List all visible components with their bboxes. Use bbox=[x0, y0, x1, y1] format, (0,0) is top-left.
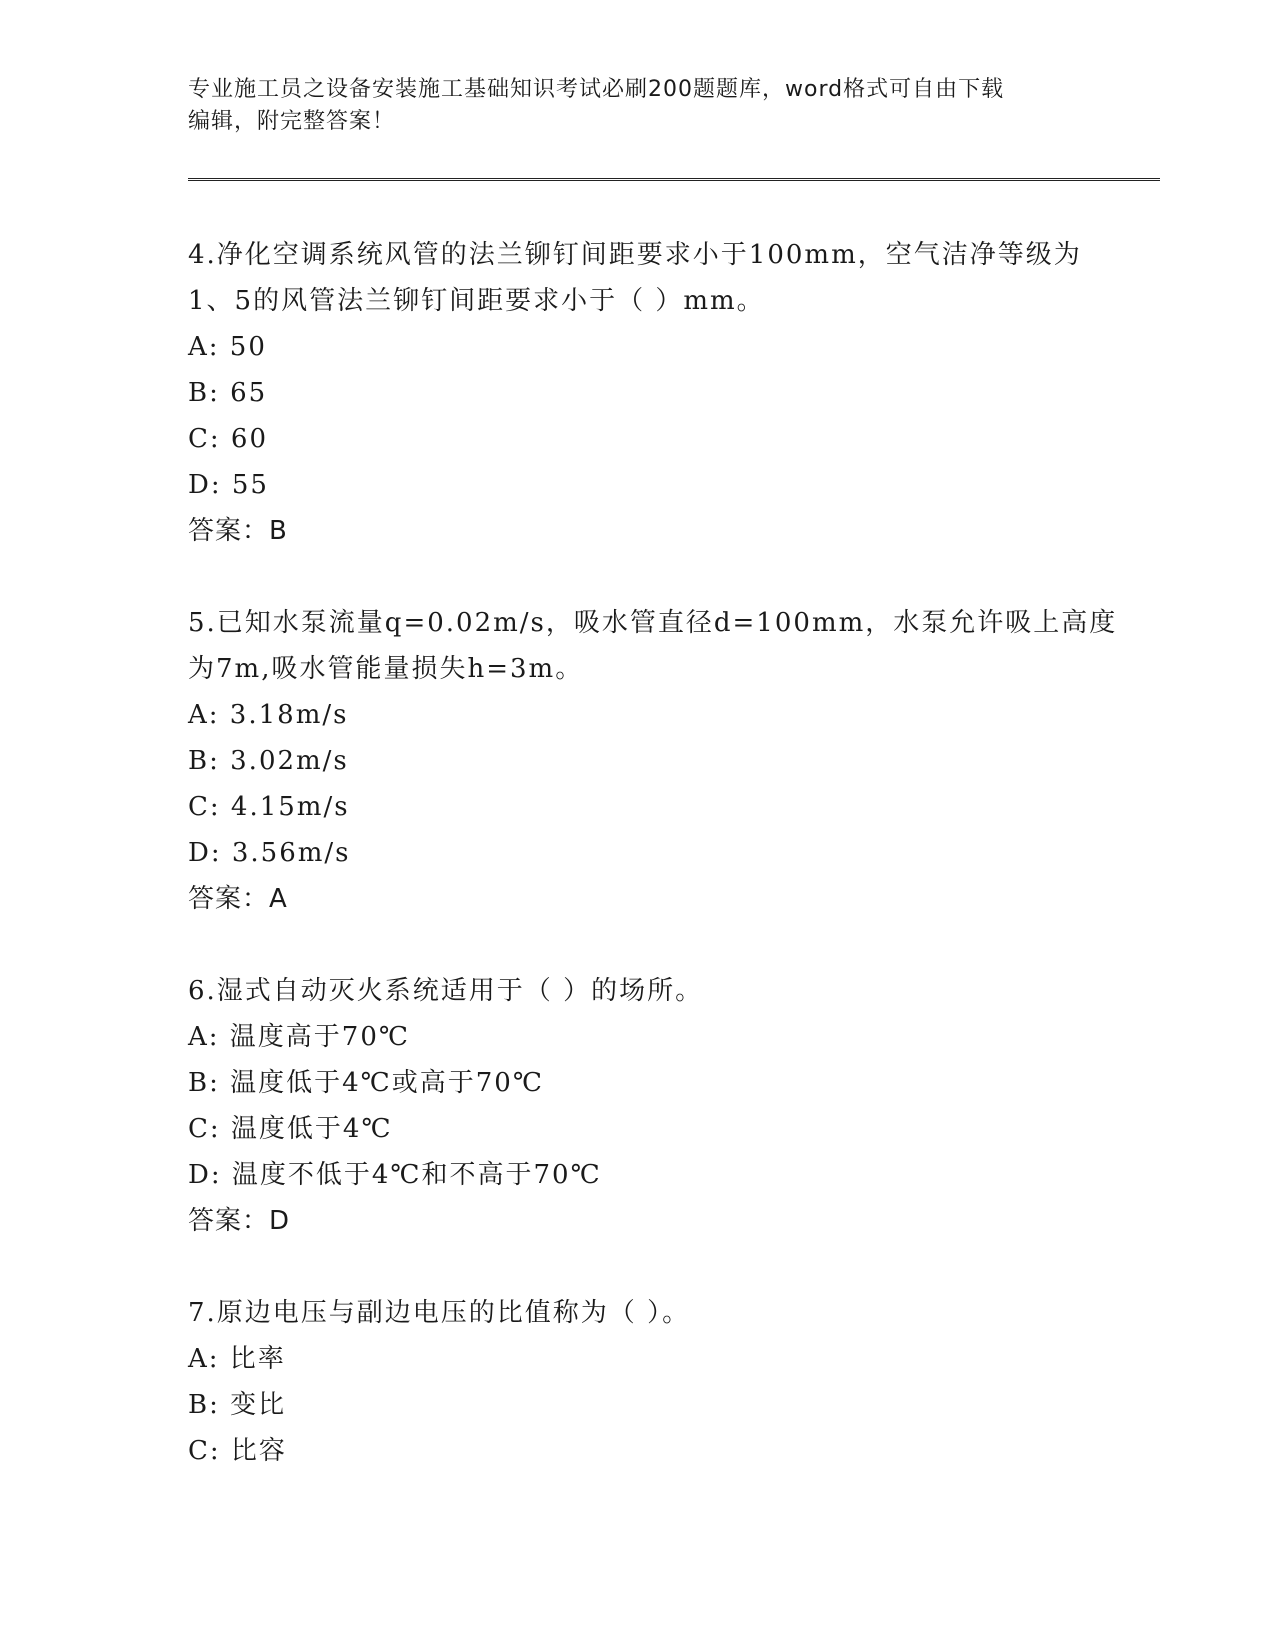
option-b: B: 温度低于4℃或高于70℃ bbox=[188, 1068, 544, 1098]
option-a: A: 温度高于70℃ bbox=[188, 1022, 410, 1052]
answer-label: 答案：A bbox=[188, 884, 288, 914]
option-d: D: 3.56m/s bbox=[188, 838, 351, 868]
question-4 bbox=[188, 232, 1088, 554]
question-stem-line: 5.已知水泵流量q=0.02m/s，吸水管直径d=100mm，水泵允许吸上高度 bbox=[188, 608, 1118, 638]
option-c: C: 温度低于4℃ bbox=[188, 1114, 393, 1144]
option-c: C: 比容 bbox=[188, 1436, 287, 1466]
header-divider bbox=[188, 178, 1160, 181]
document-header bbox=[188, 74, 1088, 138]
question-5 bbox=[188, 600, 1118, 922]
question-stem-line: 4.净化空调系统风管的法兰铆钉间距要求小于100mm，空气洁净等级为 bbox=[188, 240, 1082, 270]
option-c: C: 4.15m/s bbox=[188, 792, 350, 822]
option-d: D: 温度不低于4℃和不高于70℃ bbox=[188, 1160, 602, 1190]
question-6 bbox=[188, 968, 1088, 1244]
question-7 bbox=[188, 1290, 1088, 1474]
question-stem-line: 1、5的风管法兰铆钉间距要求小于（ ）mm。 bbox=[188, 286, 765, 316]
question-stem-line: 6.湿式自动灭火系统适用于（ ）的场所。 bbox=[188, 976, 704, 1006]
option-a: A: 比率 bbox=[188, 1344, 286, 1374]
question-list bbox=[188, 232, 1118, 1520]
option-b: B: 变比 bbox=[188, 1390, 287, 1420]
option-a: A: 3.18m/s bbox=[188, 700, 349, 730]
option-d: D: 55 bbox=[188, 470, 269, 500]
option-c: C: 60 bbox=[188, 424, 269, 454]
option-b: B: 3.02m/s bbox=[188, 746, 349, 776]
option-a: A: 50 bbox=[188, 332, 267, 362]
question-stem-line: 为7m,吸水管能量损失h=3m。 bbox=[188, 654, 584, 684]
header-line-1: 专业施工员之设备安装施工基础知识考试必刷200题题库，word格式可自由下载 bbox=[188, 77, 1005, 102]
header-line-2: 编辑，附完整答案！ bbox=[188, 109, 396, 134]
answer-label: 答案：D bbox=[188, 1206, 291, 1236]
option-b: B: 65 bbox=[188, 378, 268, 408]
question-stem-line: 7.原边电压与副边电压的比值称为（ ）。 bbox=[188, 1298, 691, 1328]
answer-label: 答案：B bbox=[188, 516, 288, 546]
